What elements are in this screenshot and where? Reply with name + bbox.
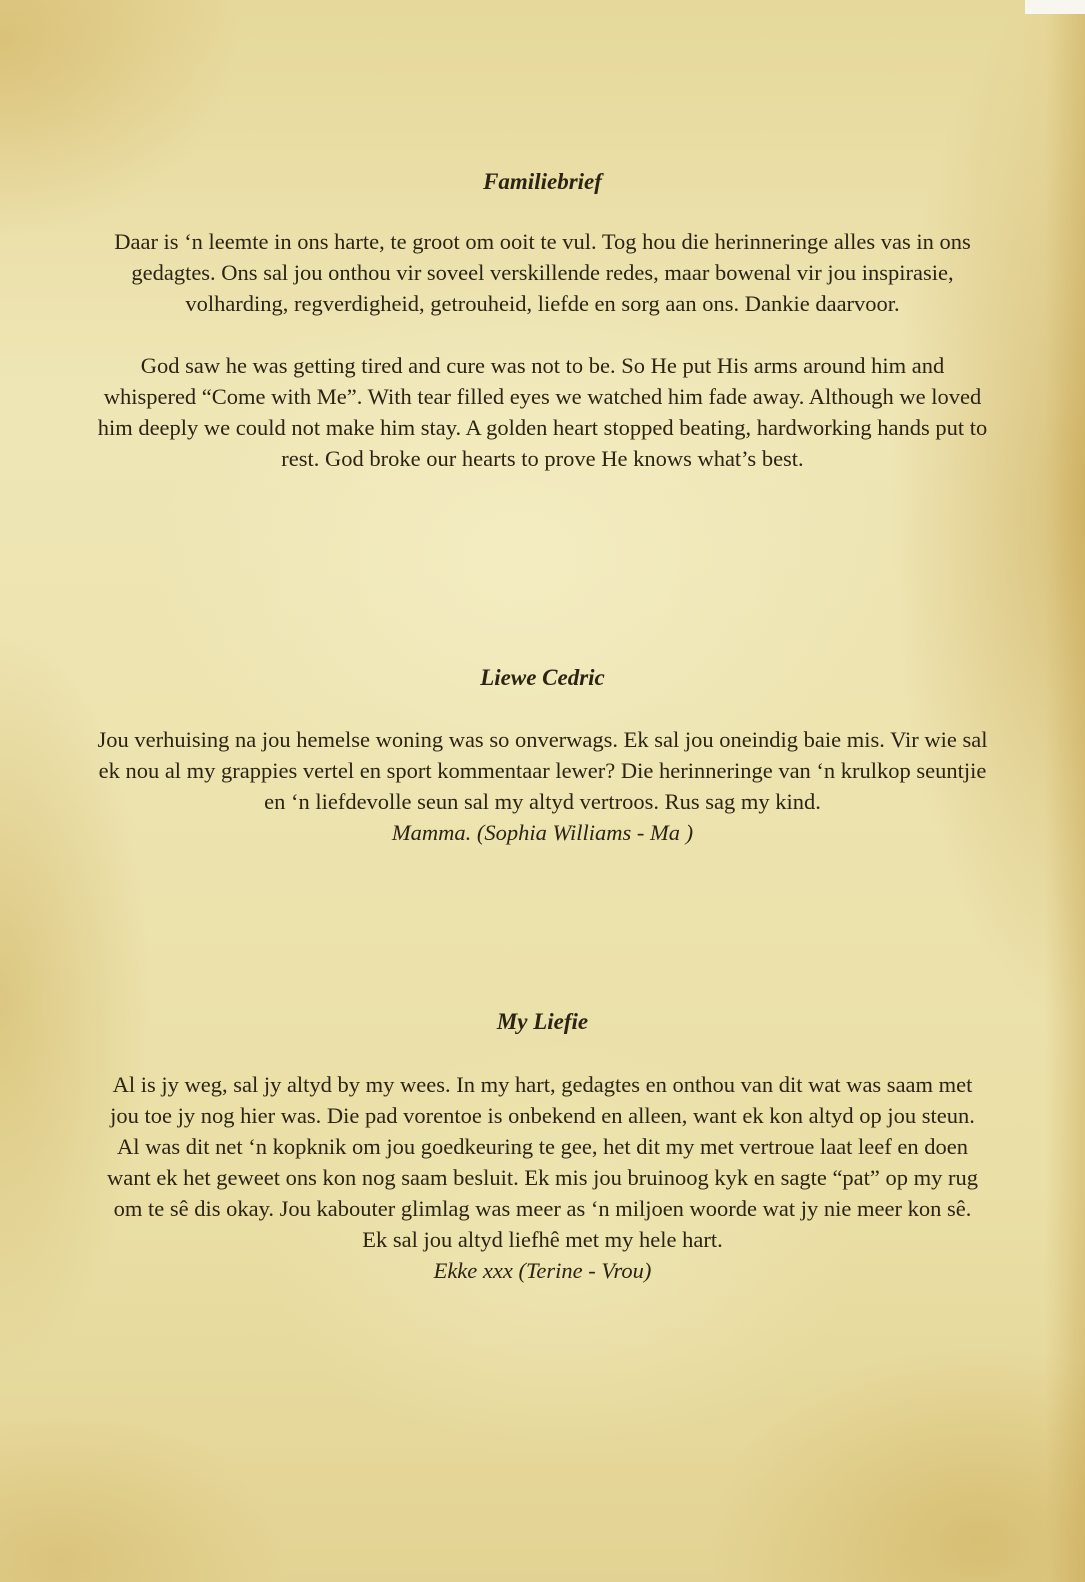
paragraph-afrikaans xyxy=(30,226,1055,319)
paragraph-message xyxy=(30,724,1055,817)
text-line: gedagtes. Ons sal jou onthou vir soveel verskillende redes, maar bowenal vir jou inspirasie, xyxy=(131,260,954,285)
section-heading: My Liefie xyxy=(496,1009,589,1034)
text-line: Ek sal jou altyd liefhê met my hele hart. xyxy=(362,1227,723,1252)
text-line: om te sê dis okay. Jou kabouter glimlag was meer as ‘n miljoen woorde wat jy nie meer kon sê. xyxy=(113,1196,972,1221)
text-line: him deeply we could not make him stay. A golden heart stopped beating, hardworking hands put to xyxy=(97,415,988,440)
text-line: ek nou al my grappies vertel en sport kommentaar lewer? Die herinneringe van ‘n krulkop seuntjie xyxy=(98,758,987,783)
text-line: Al was dit net ‘n kopknik om jou goedkeuring te gee, het dit my met vertroue laat leef en doen xyxy=(116,1134,968,1159)
section-my-liefie xyxy=(30,1008,1055,1286)
text-line: whispered “Come with Me”. With tear filled eyes we watched him fade away. Although we loved xyxy=(103,384,982,409)
paragraph-english xyxy=(30,350,1055,474)
scan-margin xyxy=(1025,0,1085,14)
text-line: Daar is ‘n leemte in ons harte, te groot om ooit te vul. Tog hou die herinneringe alles vas in ons xyxy=(114,229,971,254)
text-line: Al is jy weg, sal jy altyd by my wees. In my hart, gedagtes en onthou van dit wat was saam met xyxy=(112,1072,973,1097)
text-line: Jou verhuising na jou hemelse woning was so onverwags. Ek sal jou oneindig baie mis. Vir wie sal xyxy=(97,727,988,752)
text-line: God saw he was getting tired and cure was not to be. So He put His arms around him and xyxy=(140,353,945,378)
signature: Mamma. (Sophia Williams - Ma ) xyxy=(391,820,694,845)
text-line: rest. God broke our hearts to prove He knows what’s best. xyxy=(281,446,804,471)
text-line: want ek het geweet ons kon nog saam besluit. Ek mis jou bruinoog kyk en sagte “pat” op my rug xyxy=(106,1165,979,1190)
section-heading: Familiebrief xyxy=(483,169,602,194)
section-heading: Liewe Cedric xyxy=(480,665,605,690)
signature: Ekke xxx (Terine - Vrou) xyxy=(433,1258,652,1283)
text-line: volharding, regverdigheid, getrouheid, liefde en sorg aan ons. Dankie daarvoor. xyxy=(185,291,900,316)
text-line: jou toe jy nog hier was. Die pad vorentoe is onbekend en alleen, want ek kon altyd op jou steun. xyxy=(110,1103,975,1128)
section-familiebrief xyxy=(30,168,1055,474)
section-liewe-cedric xyxy=(30,664,1055,848)
paragraph-message xyxy=(30,1069,1055,1255)
text-line: en ‘n liefdevolle seun sal my altyd vertroos. Rus sag my kind. xyxy=(264,789,821,814)
